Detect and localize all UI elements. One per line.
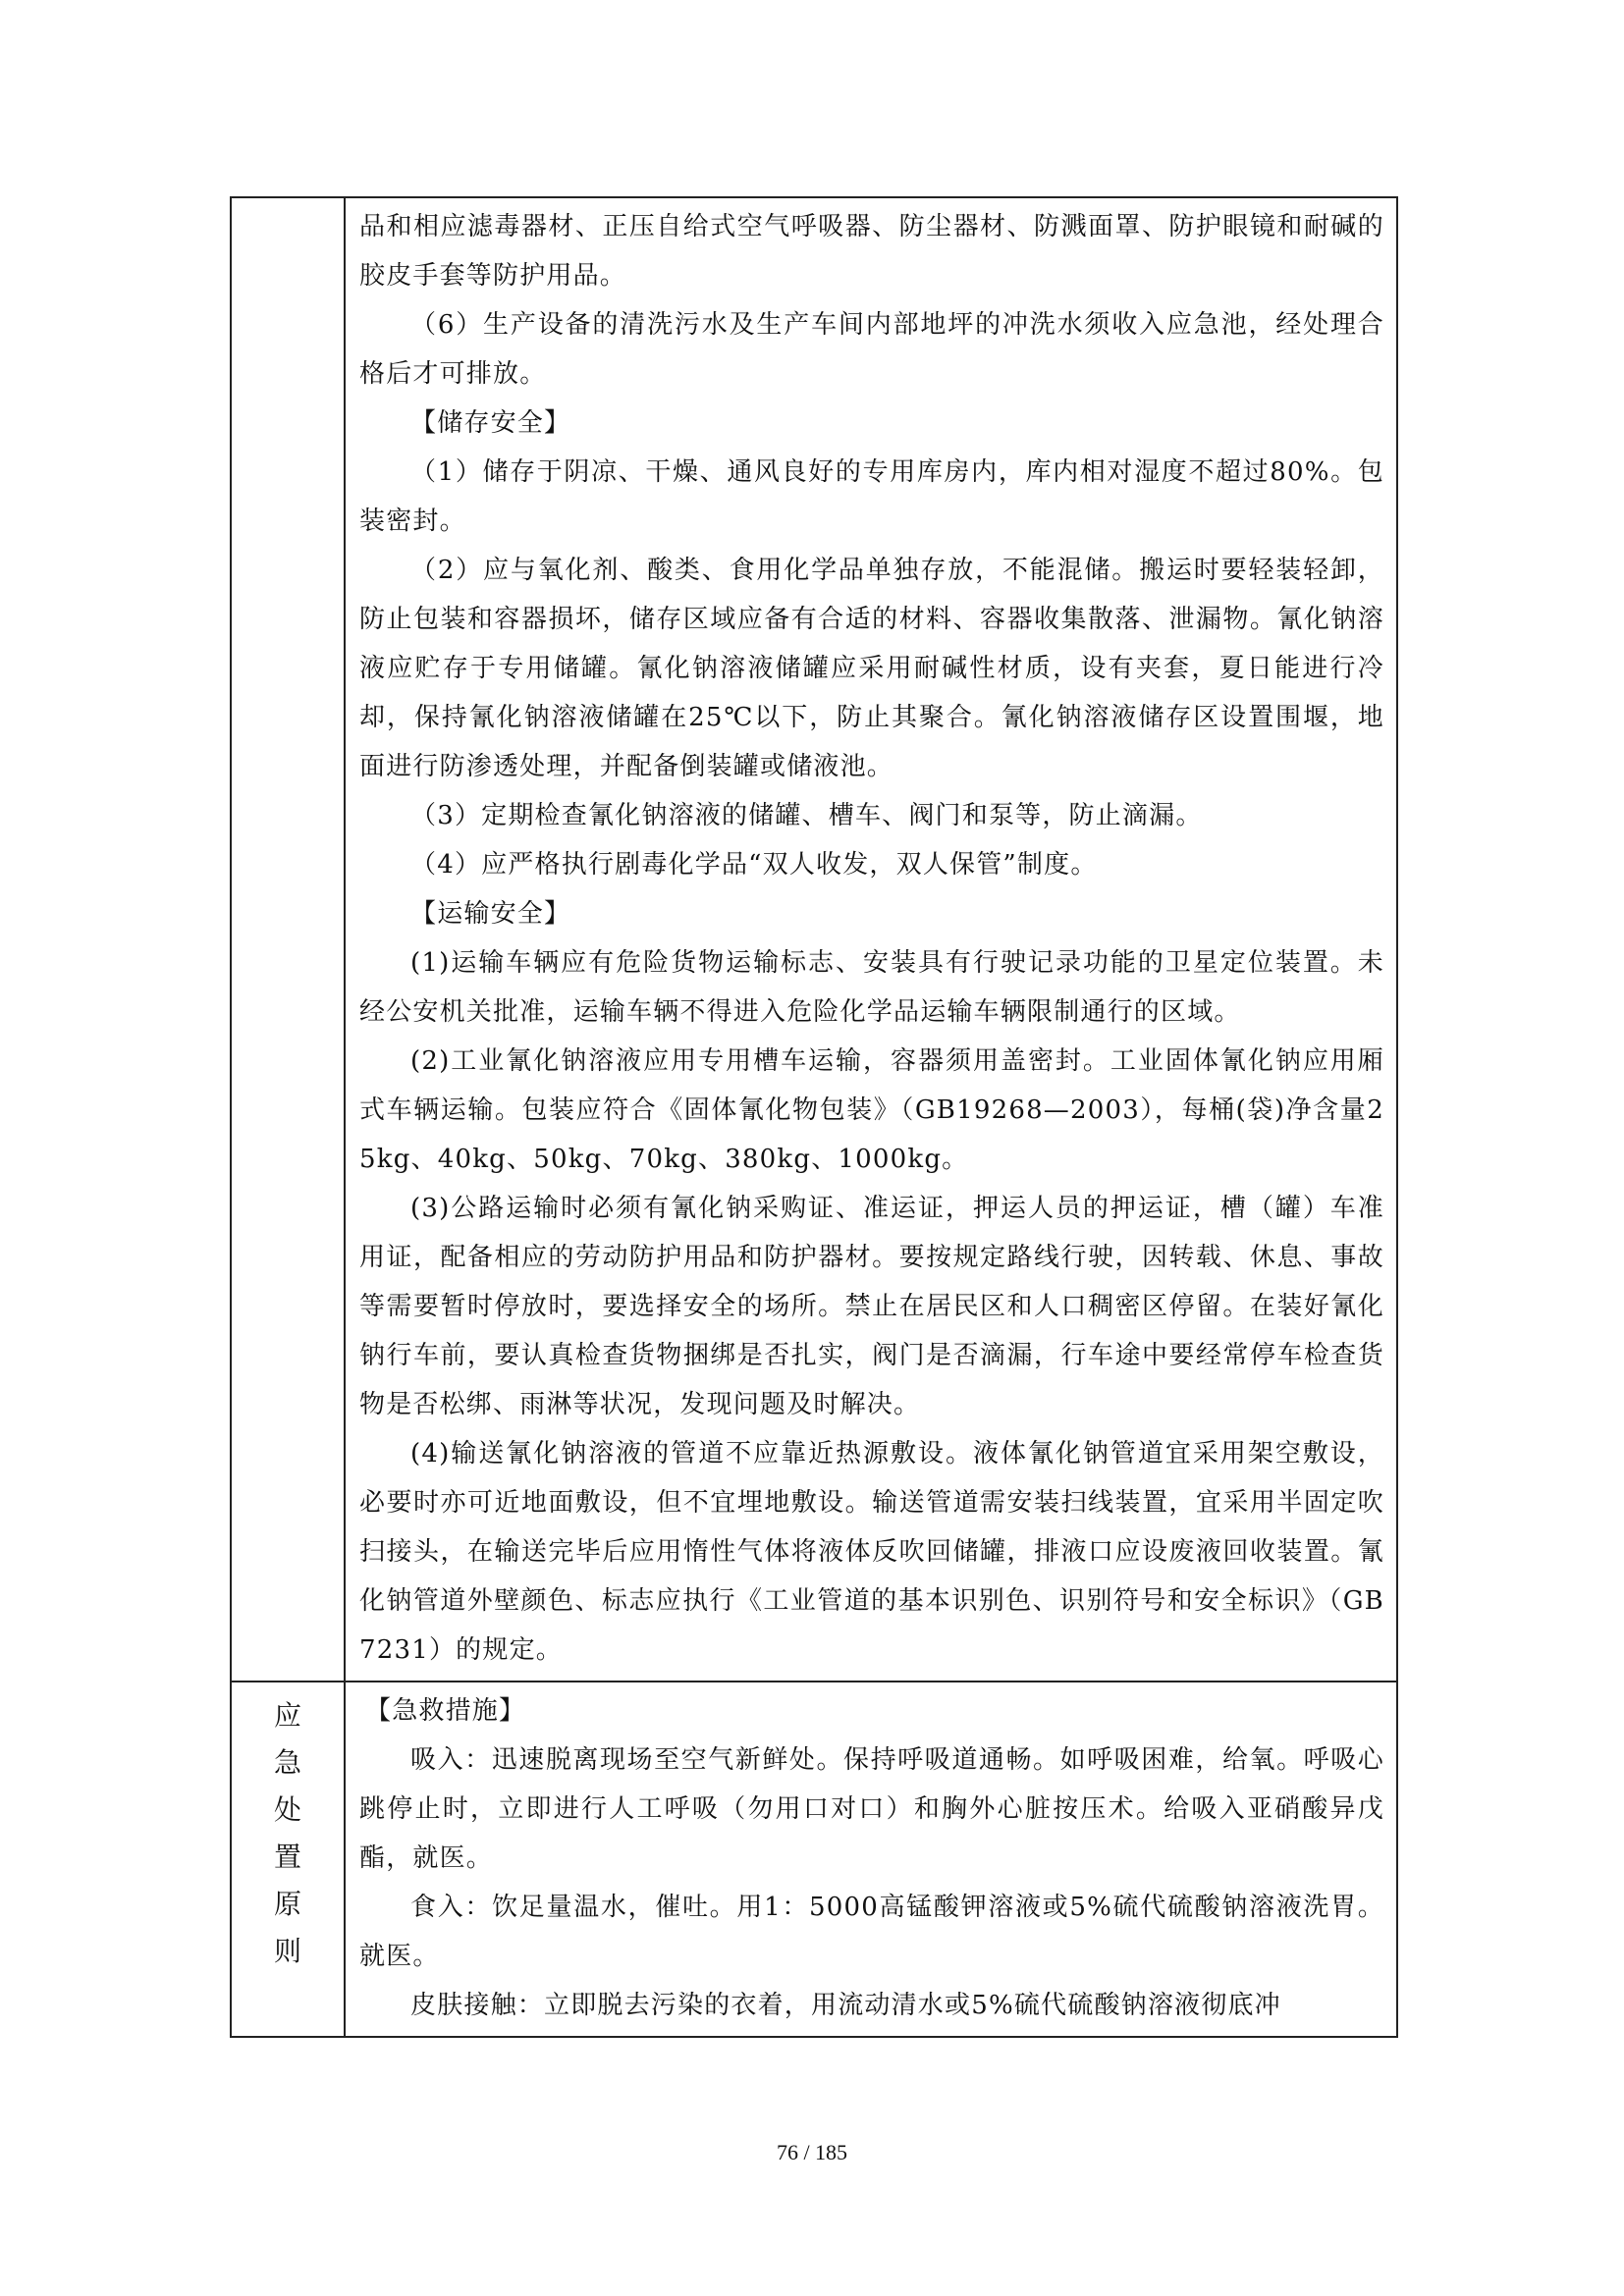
content-cell <box>345 1682 1397 2037</box>
paragraph: (3)公路运输时必须有氰化钠采购证、准运证，押运人员的押运证，槽（罐）车准用证，配备相应的劳动防护用品和防护器材。要按规定路线行驶，因转载、休息、事故等需要暂时停放时，要选择安全的场所。禁止在居民区和人口稠密区停留。在装好氰化钠行车前，要认真检查货物捆绑是否扎实，阀门是否滴漏，行车途中要经常停车检查货物是否松绑、雨淋等状况，发现问题及时解决。 <box>359 1194 1384 1419</box>
content-cell <box>345 197 1397 1682</box>
page-number: 76 / 185 <box>776 2140 848 2164</box>
label-char: 则 <box>273 1935 301 1967</box>
table-row <box>231 197 1397 1682</box>
paragraph: （2）应与氧化剂、酸类、食用化学品单独存放，不能混储。搬运时要轻装轻卸，防止包装和容器损坏，储存区域应备有合适的材料、容器收集散落、泄漏物。氰化钠溶液应贮存于专用储罐。氰化钠溶液储罐应采用耐碱性材质，设有夹套，夏日能进行冷却，保持氰化钠溶液储罐在25℃以下，防止其聚合。氰化钠溶液储存区设置围堰，地面进行防渗透处理，并配备倒装罐或储液池。 <box>359 556 1384 781</box>
paragraph: (4)输送氰化钠溶液的管道不应靠近热源敷设。液体氰化钠管道宜采用架空敷设，必要时亦可近地面敷设，但不宜埋地敷设。输送管道需安装扫线装置，宜采用半固定吹扫接头，在输送完毕后应用惰性气体将液体反吹回储罐，排液口应设废液回收装置。氰化钠管道外壁颜色、标志应执行《工业管道的基本识别色、识别符号和安全标识》（GB 7231）的规定。 <box>359 1439 1384 1665</box>
paragraph: 皮肤接触：立即脱去污染的衣着，用流动清水或5%硫代硫酸钠溶液彻底冲 <box>410 1991 1281 2020</box>
paragraph: 食入：饮足量温水，催吐。用1：5000高锰酸钾溶液或5%硫代硫酸钠溶液洗胃。就医。 <box>359 1893 1384 1971</box>
row1-content <box>346 198 1396 1681</box>
paragraph: (1)运输车辆应有危险货物运输标志、安装具有行驶记录功能的卫星定位装置。未经公安机关批准，运输车辆不得进入危险化学品运输车辆限制通行的区域。 <box>359 948 1384 1027</box>
label-char: 原 <box>273 1888 301 1920</box>
section-heading: 【储存安全】 <box>410 408 571 438</box>
label-char: 置 <box>273 1841 301 1873</box>
paragraph: 品和相应滤毒器材、正压自给式空气呼吸器、防尘器材、防溅面罩、防护眼镜和耐碱的胶皮手套等防护用品。 <box>359 212 1384 291</box>
vertical-label <box>232 1682 344 1975</box>
empty-label-cell <box>231 197 345 1682</box>
paragraph: （4）应严格执行剧毒化学品“双人收发，双人保管”制度。 <box>410 850 1098 880</box>
label-char: 处 <box>273 1793 301 1826</box>
label-char: 应 <box>273 1699 301 1732</box>
paragraph: （3）定期检查氰化钠溶液的储罐、槽车、阀门和泵等，防止滴漏。 <box>410 801 1203 830</box>
label-char: 急 <box>273 1746 301 1779</box>
paragraph: （1）储存于阴凉、干燥、通风良好的专用库房内，库内相对湿度不超过80%。包装密封。 <box>359 457 1384 536</box>
section-heading: 【运输安全】 <box>410 899 571 929</box>
row2-content <box>346 1682 1396 2036</box>
section-heading: 【急救措施】 <box>365 1696 526 1726</box>
paragraph: 吸入：迅速脱离现场至空气新鲜处。保持呼吸道通畅。如呼吸困难，给氧。呼吸心跳停止时，立即进行人工呼吸（勿用口对口）和胸外心脏按压术。给吸入亚硝酸异戊酯，就医。 <box>359 1745 1384 1873</box>
content-table <box>230 196 1398 2038</box>
emergency-label-cell <box>231 1682 345 2037</box>
paragraph: (2)工业氰化钠溶液应用专用槽车运输，容器须用盖密封。工业固体氰化钠应用厢式车辆运输。包装应符合《固体氰化物包装》（GB19268—2003），每桶(袋)净含量25kg、40kg、50kg、70kg、380kg、1000kg。 <box>359 1046 1384 1174</box>
table-row <box>231 1682 1397 2037</box>
paragraph: （6）生产设备的清洗污水及生产车间内部地坪的冲洗水须收入应急池，经处理合格后才可排放。 <box>359 310 1384 389</box>
